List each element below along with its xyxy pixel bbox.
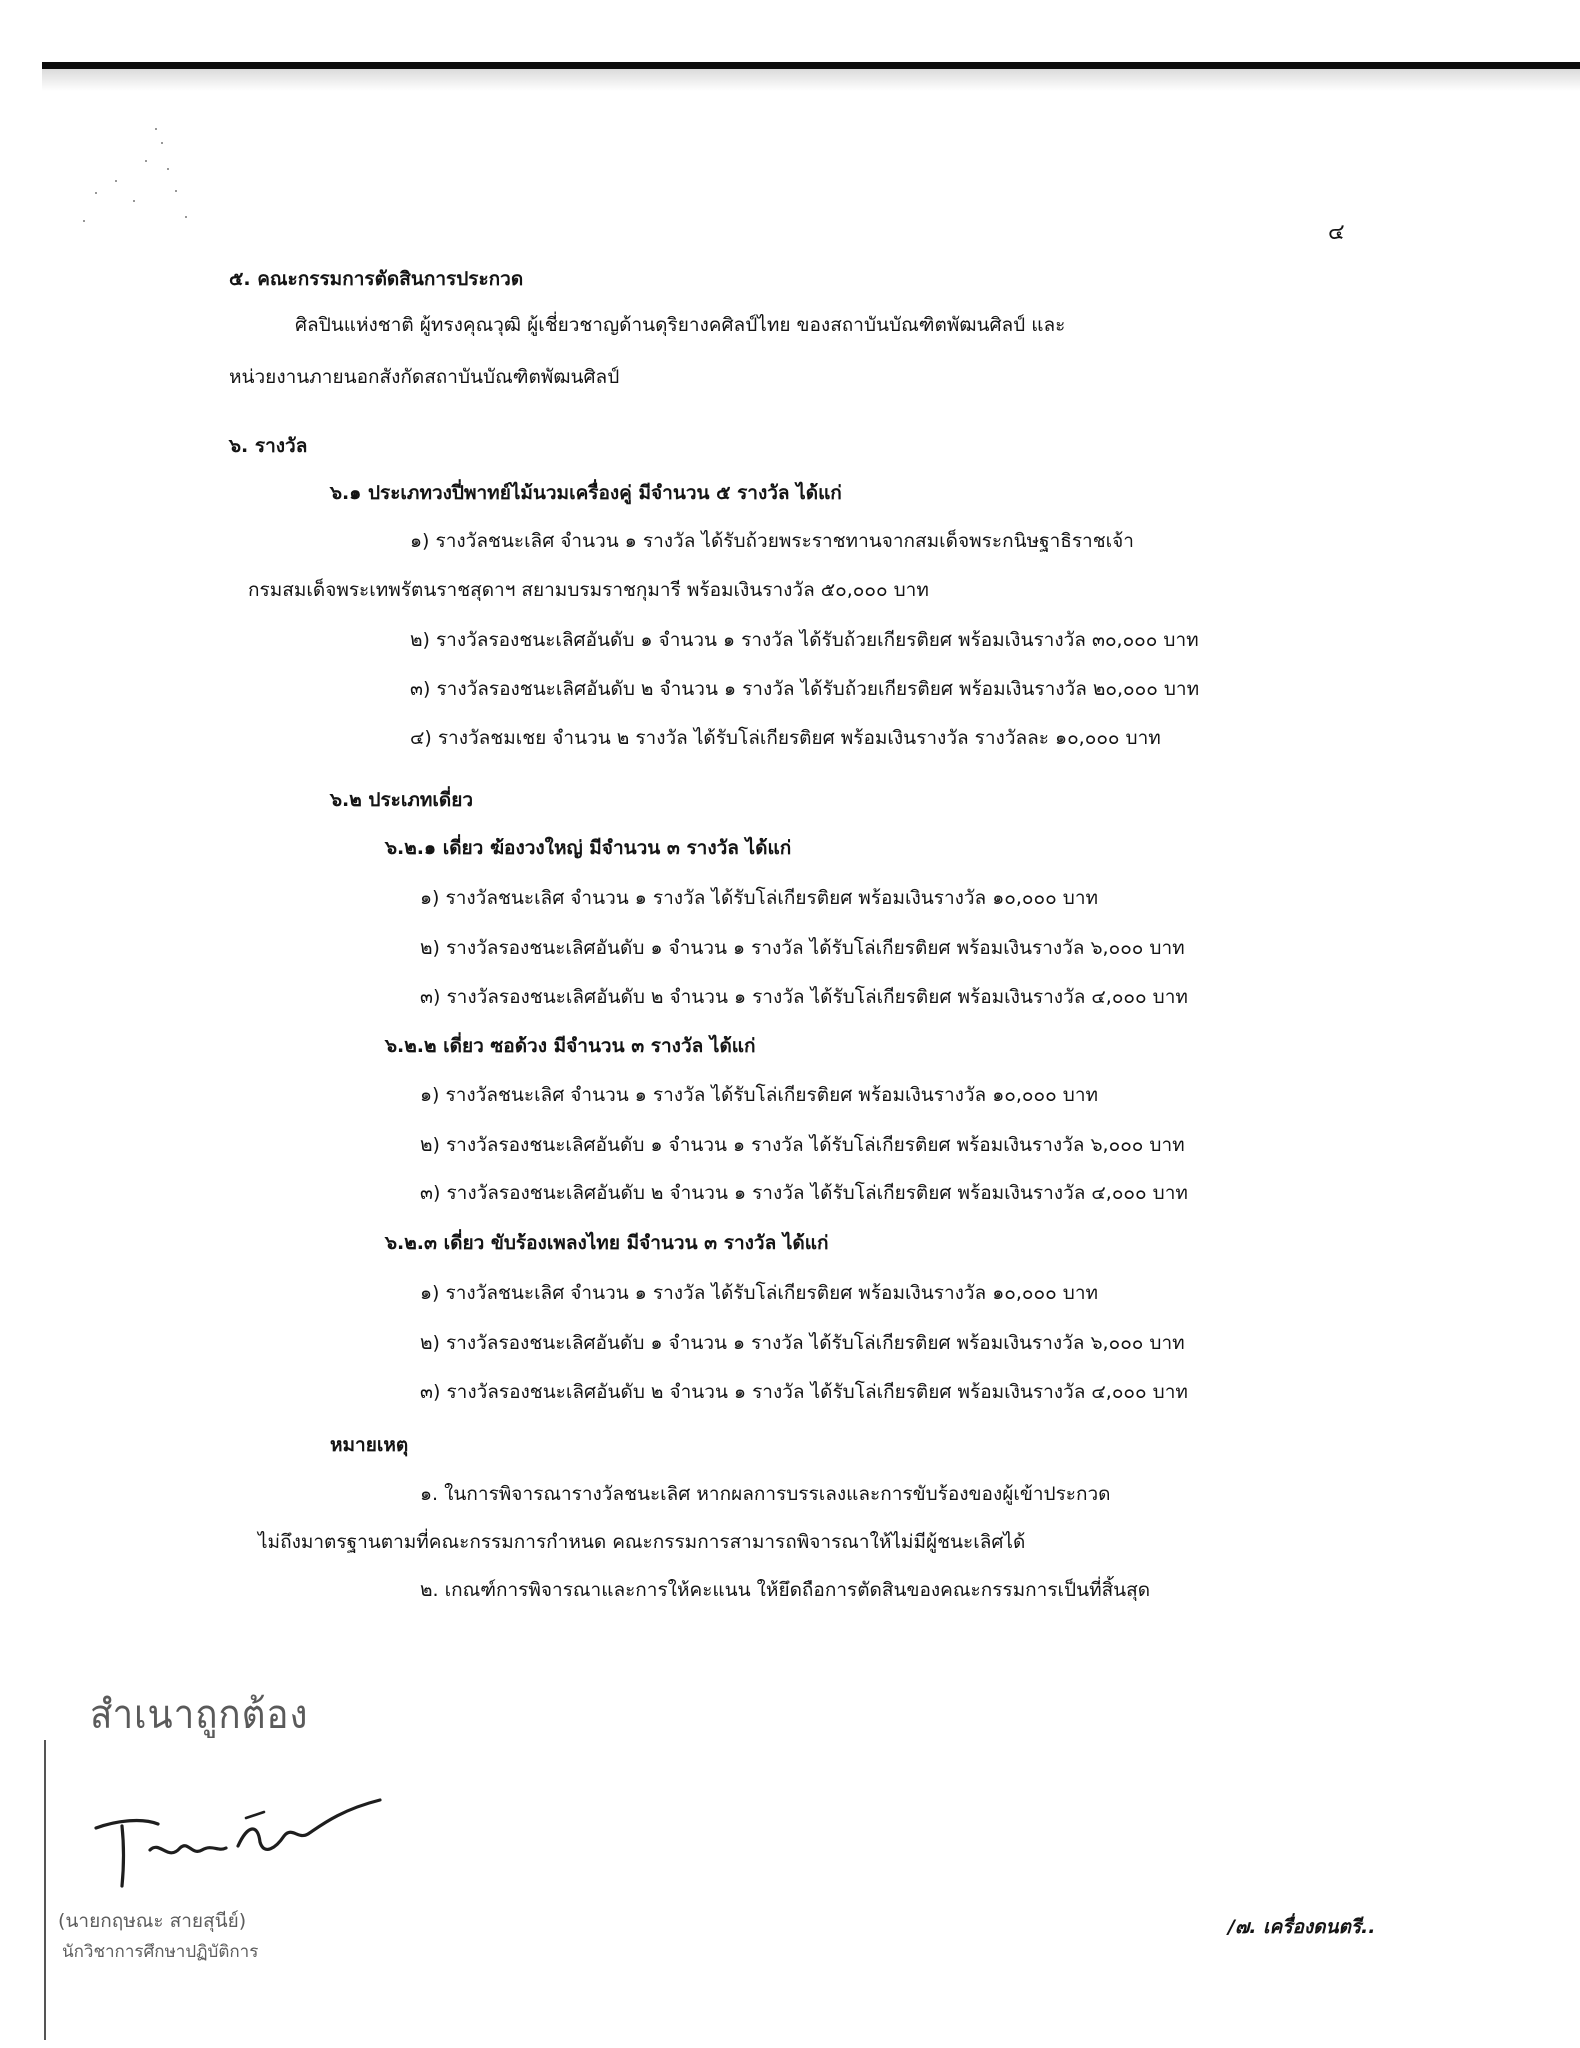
remark1-line1: ๑. ในการพิจารณารางวัลชนะเลิศ หากผลการบรรเลงและการขับร้องของผู้เข้าประกวด (420, 1483, 1111, 1505)
section6-1-item4: ๔) รางวัลชมเชย จำนวน ๒ รางวัล ได้รับโล่เกียรติยศ พร้อมเงินรางวัล รางวัลละ ๑๐,๐๐๐ บาท (410, 727, 1161, 749)
section6-1-heading: ๖.๑ ประเภทวงปี่พาทย์ไม้นวมเครื่องคู่ มีจำนวน ๕ รางวัล ได้แก่ (330, 482, 842, 504)
section6-1-item1-line1: ๑) รางวัลชนะเลิศ จำนวน ๑ รางวัล ได้รับถ้วยพระราชทานจากสมเด็จพระกนิษฐาธิราชเจ้า (410, 530, 1134, 552)
scan-specks (75, 120, 195, 240)
section6-1-item1-line2: กรมสมเด็จพระเทพรัตนราชสุดาฯ สยามบรมราชกุมารี พร้อมเงินรางวัล ๕๐,๐๐๐ บาท (248, 579, 929, 601)
signer-name: (นายกฤษณะ สายสุนีย์) (58, 1910, 247, 1932)
section5-heading: ๕. คณะกรรมการตัดสินการประกวด (229, 268, 524, 290)
remark2: ๒. เกณฑ์การพิจารณาและการให้คะแนน ให้ยึดถือการตัดสินของคณะกรรมการเป็นที่สิ้นสุด (420, 1579, 1151, 1601)
scan-shadow (42, 69, 1580, 91)
signature (88, 1790, 388, 1890)
section6-2-1-item3: ๓) รางวัลรองชนะเลิศอันดับ ๒ จำนวน ๑ รางวัล ได้รับโล่เกียรติยศ พร้อมเงินรางวัล ๔,๐๐๐ บาท (420, 986, 1188, 1008)
remark1-line2: ไม่ถึงมาตรฐานตามที่คณะกรรมการกำหนด คณะกรรมการสามารถพิจารณาให้ไม่มีผู้ชนะเลิศได้ (258, 1531, 1026, 1553)
section5-text-line1: ศิลปินแห่งชาติ ผู้ทรงคุณวุฒิ ผู้เชี่ยวชาญด้านดุริยางคศิลป์ไทย ของสถาบันบัณฑิตพัฒนศิลป์ และ (295, 314, 1066, 336)
section6-1-item2: ๒) รางวัลรองชนะเลิศอันดับ ๑ จำนวน ๑ รางวัล ได้รับถ้วยเกียรติยศ พร้อมเงินรางวัล ๓๐,๐๐๐ บาท (410, 629, 1199, 651)
section6-2-heading: ๖.๒ ประเภทเดี่ยว (330, 789, 474, 811)
section6-2-3-item3: ๓) รางวัลรองชนะเลิศอันดับ ๒ จำนวน ๑ รางวัล ได้รับโล่เกียรติยศ พร้อมเงินรางวัล ๔,๐๐๐ บาท (420, 1381, 1188, 1403)
page-number: ๔ (1328, 220, 1345, 245)
section6-2-3-item2: ๒) รางวัลรองชนะเลิศอันดับ ๑ จำนวน ๑ รางวัล ได้รับโล่เกียรติยศ พร้อมเงินรางวัล ๖,๐๐๐ บาท (420, 1332, 1185, 1354)
section6-2-2-item2: ๒) รางวัลรองชนะเลิศอันดับ ๑ จำนวน ๑ รางวัล ได้รับโล่เกียรติยศ พร้อมเงินรางวัล ๖,๐๐๐ บาท (420, 1134, 1185, 1156)
section6-2-1-item1: ๑) รางวัลชนะเลิศ จำนวน ๑ รางวัล ได้รับโล่เกียรติยศ พร้อมเงินรางวัล ๑๐,๐๐๐ บาท (420, 887, 1099, 909)
continuation-note: /๗. เครื่องดนตรี.. (1228, 1916, 1376, 1938)
scan-left-edge (44, 1740, 46, 2040)
section6-2-1-heading: ๖.๒.๑ เดี่ยว ฆ้องวงใหญ่ มีจำนวน ๓ รางวัล ได้แก่ (385, 837, 792, 859)
section6-2-2-item3: ๓) รางวัลรองชนะเลิศอันดับ ๒ จำนวน ๑ รางวัล ได้รับโล่เกียรติยศ พร้อมเงินรางวัล ๔,๐๐๐ บาท (420, 1182, 1188, 1204)
section6-2-2-item1: ๑) รางวัลชนะเลิศ จำนวน ๑ รางวัล ได้รับโล่เกียรติยศ พร้อมเงินรางวัล ๑๐,๐๐๐ บาท (420, 1084, 1099, 1106)
remarks-heading: หมายเหตุ (330, 1434, 409, 1456)
section6-2-3-item1: ๑) รางวัลชนะเลิศ จำนวน ๑ รางวัล ได้รับโล่เกียรติยศ พร้อมเงินรางวัล ๑๐,๐๐๐ บาท (420, 1282, 1099, 1304)
section6-2-3-heading: ๖.๒.๓ เดี่ยว ขับร้องเพลงไทย มีจำนวน ๓ รางวัล ได้แก่ (385, 1232, 829, 1254)
section6-2-2-heading: ๖.๒.๒ เดี่ยว ซอด้วง มีจำนวน ๓ รางวัล ได้แก่ (385, 1035, 756, 1057)
signer-position: นักวิชาการศึกษาปฏิบัติการ (62, 1942, 259, 1962)
scan-top-edge (42, 62, 1580, 69)
certified-copy-stamp: สำเนาถูกต้อง (90, 1692, 309, 1738)
section6-2-1-item2: ๒) รางวัลรองชนะเลิศอันดับ ๑ จำนวน ๑ รางวัล ได้รับโล่เกียรติยศ พร้อมเงินรางวัล ๖,๐๐๐ บาท (420, 937, 1185, 959)
section6-1-item3: ๓) รางวัลรองชนะเลิศอันดับ ๒ จำนวน ๑ รางวัล ได้รับถ้วยเกียรติยศ พร้อมเงินรางวัล ๒๐,๐๐๐ บาท (410, 678, 1200, 700)
section6-heading: ๖. รางวัล (229, 435, 308, 457)
section5-text-line2: หน่วยงานภายนอกสังกัดสถาบันบัณฑิตพัฒนศิลป์ (229, 366, 620, 388)
